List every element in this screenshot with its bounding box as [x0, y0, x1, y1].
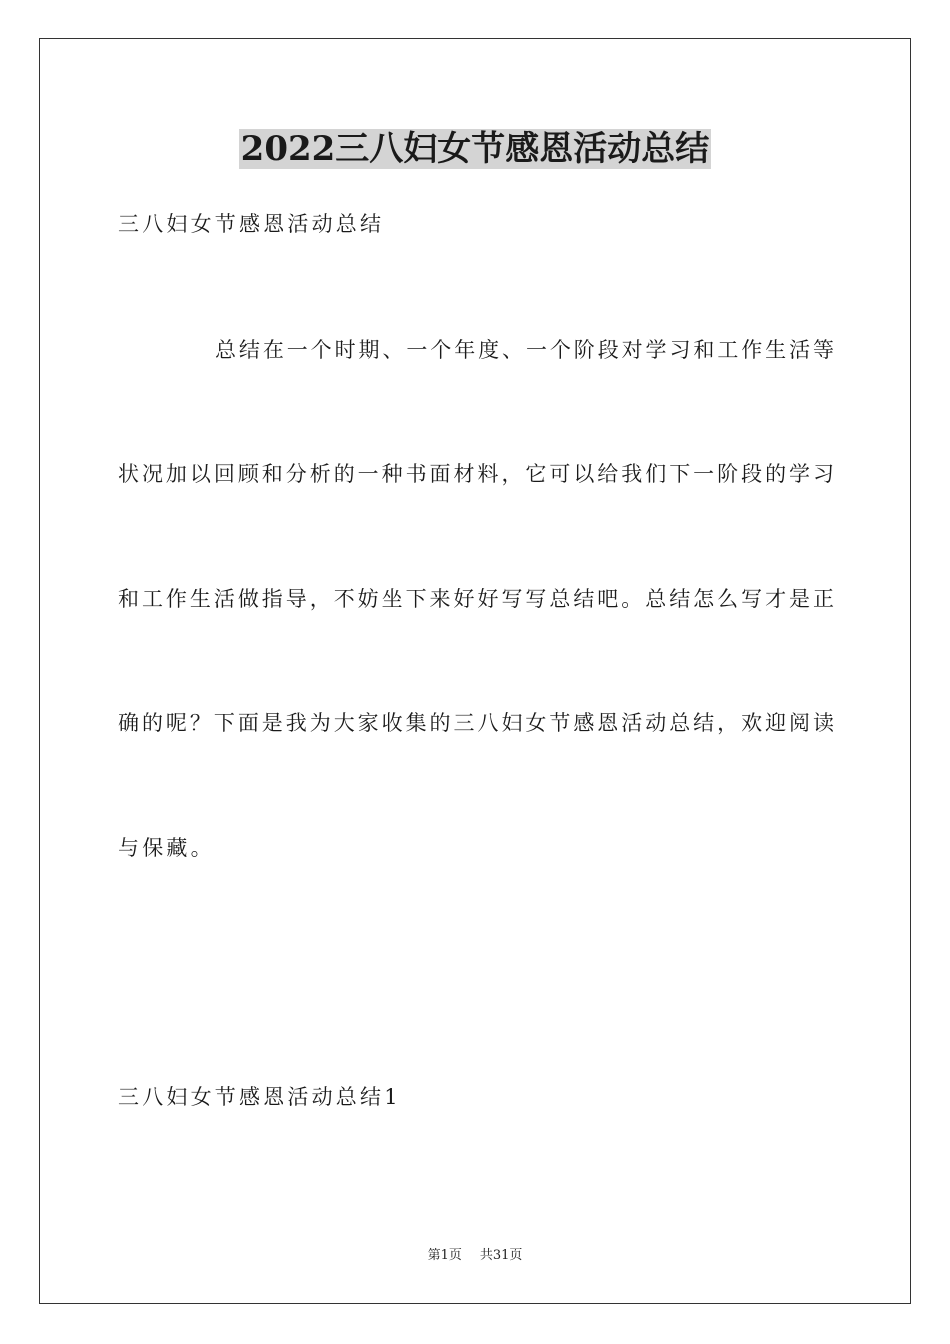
page-number: 第1页 [427, 1248, 462, 1263]
paragraph-line-2: 状况加以回顾和分析的一种书面材料，它可以给我们下一阶段的学习 [118, 462, 834, 486]
page-total: 共31页 [479, 1248, 523, 1263]
paragraph-line-5: 与保藏。 [118, 836, 215, 860]
paragraph-line-4: 确的呢？下面是我为大家收集的三八妇女节感恩活动总结，欢迎阅读 [118, 711, 834, 735]
document-subtitle: 三八妇女节感恩活动总结 [118, 212, 385, 236]
page-footer [0, 1247, 950, 1265]
paragraph-line-3: 和工作生活做指导，不妨坐下来好好写写总结吧。总结怎么写才是正 [118, 587, 834, 611]
document-title [0, 126, 950, 172]
section-heading: 三八妇女节感恩活动总结1 [118, 1085, 401, 1109]
document-title-text: 2022三八妇女节感恩活动总结 [240, 129, 710, 169]
paragraph-line-1: 总结在一个时期、一个年度、一个阶段对学习和工作生活等 [215, 338, 834, 362]
